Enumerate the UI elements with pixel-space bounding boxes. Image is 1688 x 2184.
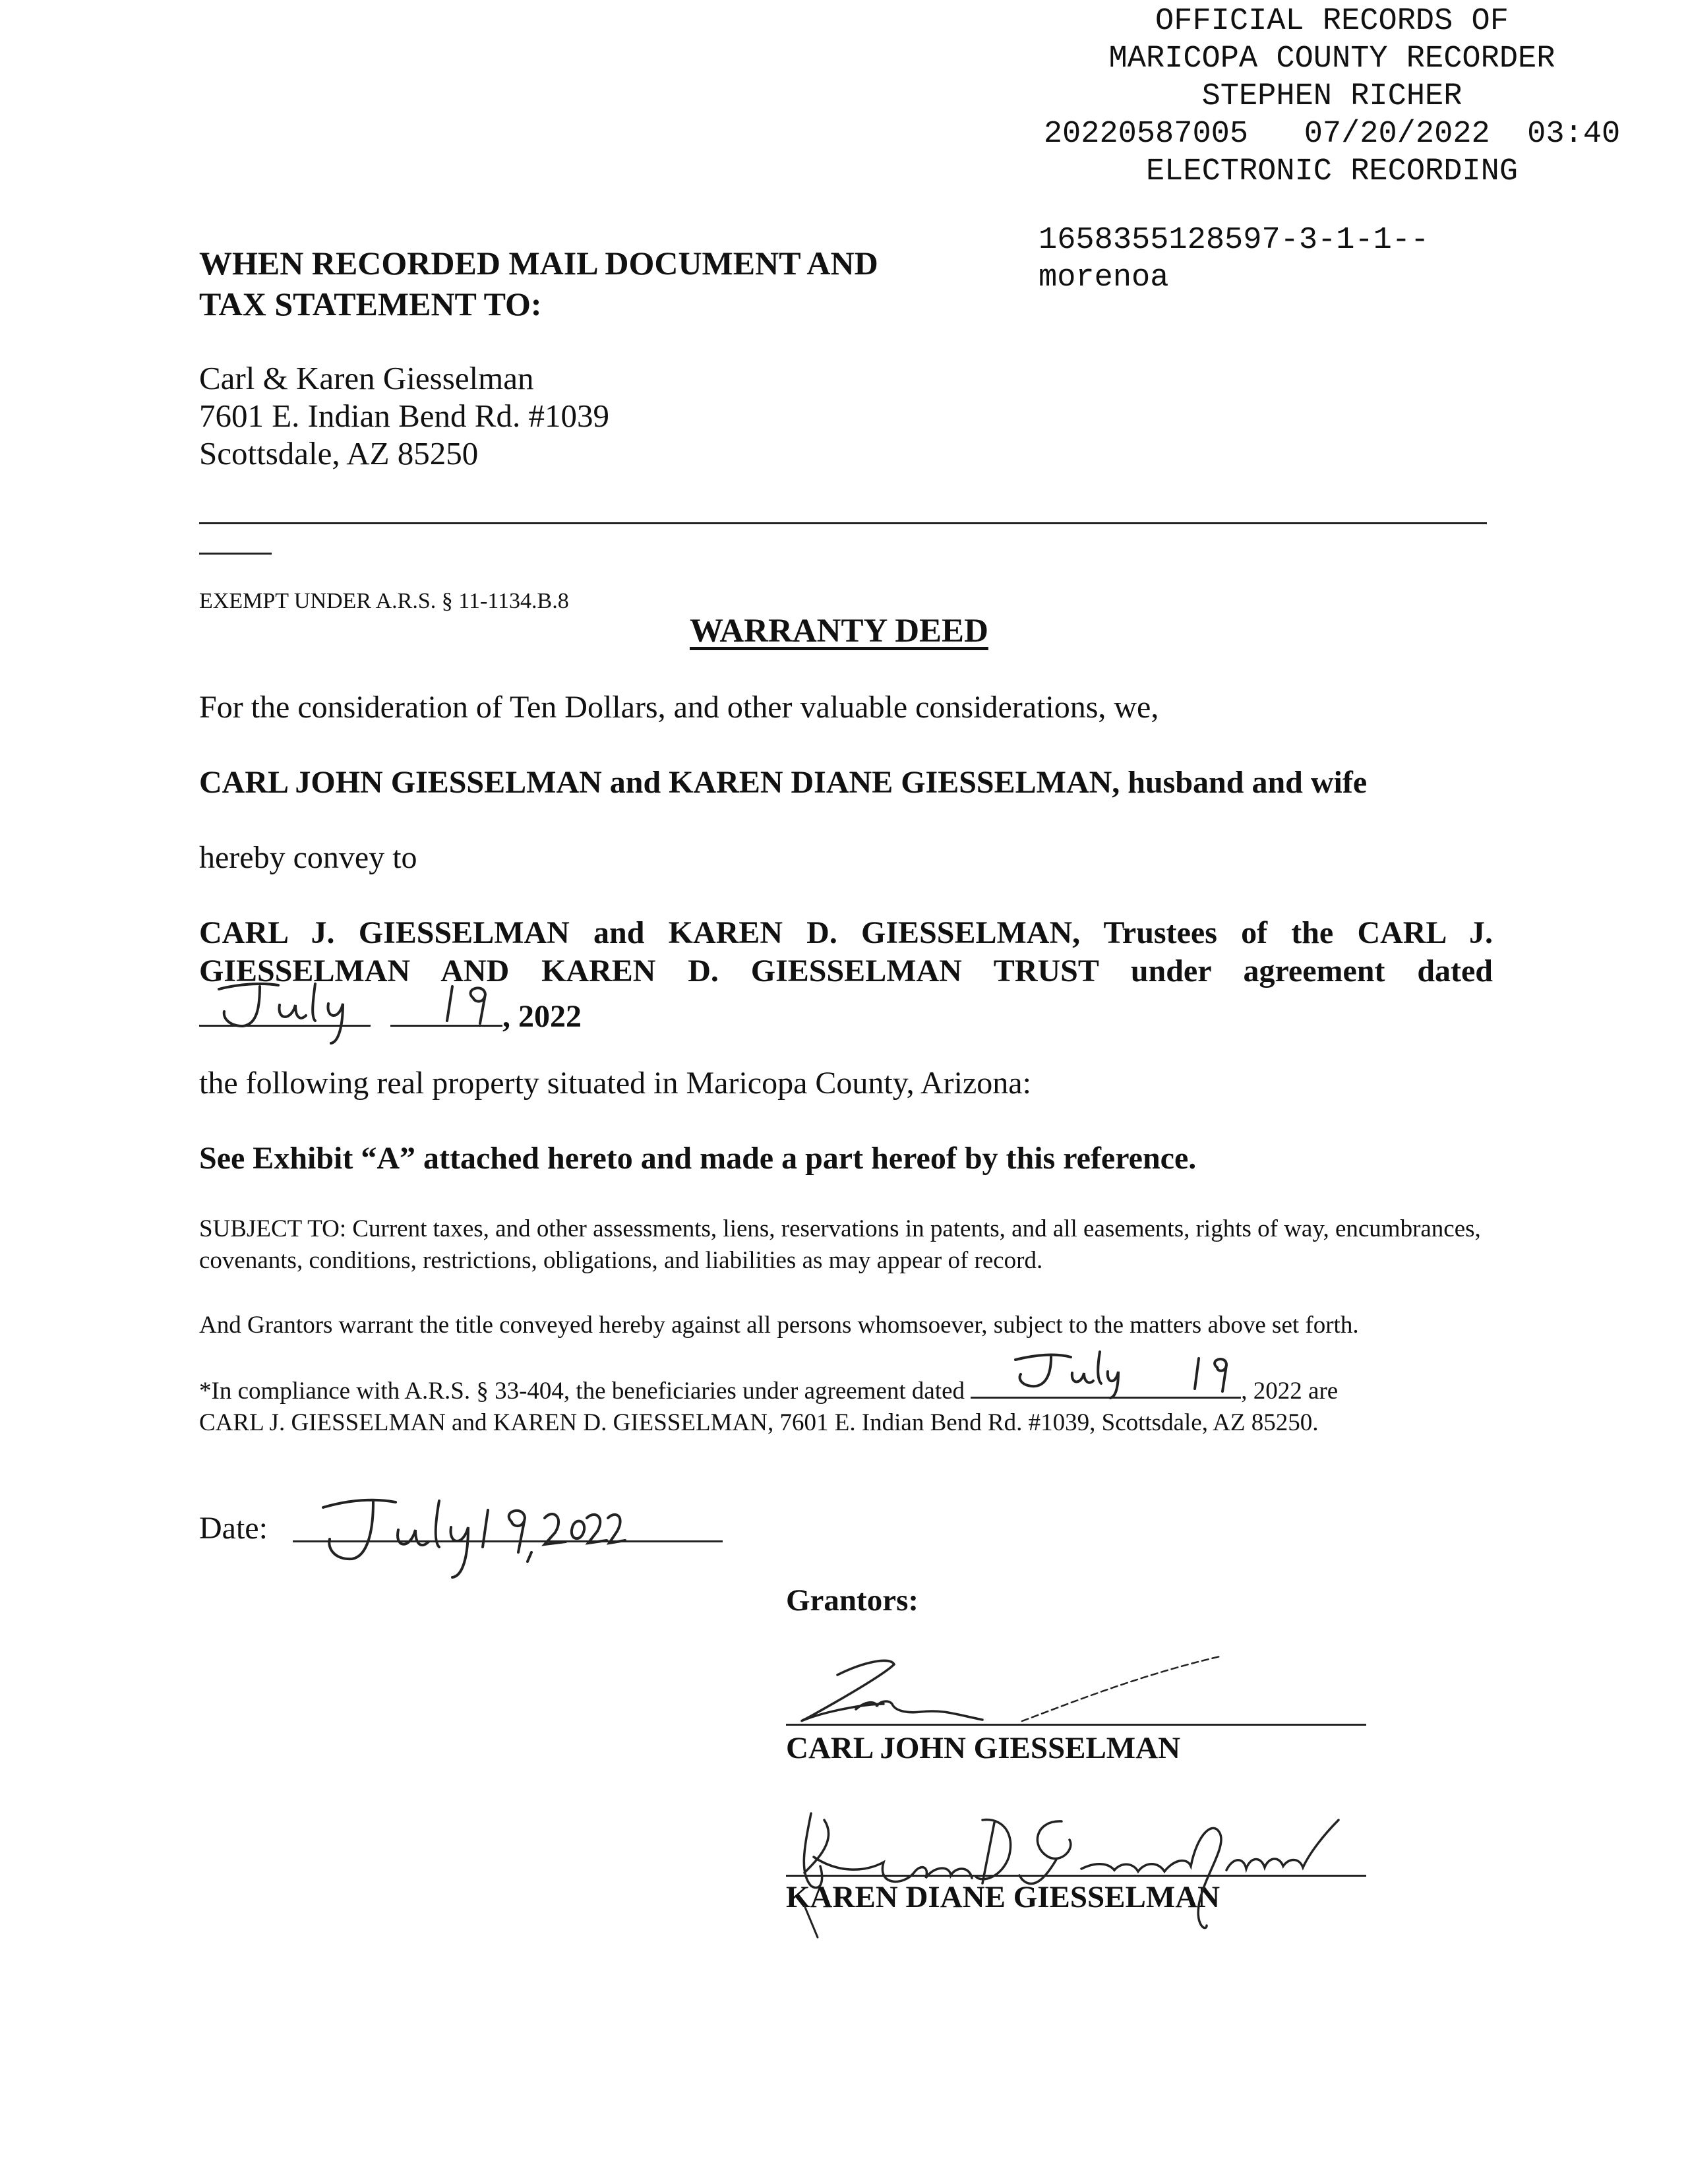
grantors-line: CARL JOHN GIESSELMAN and KAREN DIANE GIESSELMAN, husband and wife [199, 765, 1368, 800]
subject-to-text: SUBJECT TO: Current taxes, and other assessments, liens, reservations in patents, and all easements, rights of way, encumbrances, covenants, conditions, restrictions, obligations, and liabilities as may appear of record. [199, 1215, 1481, 1274]
mail-to-name: Carl & Karen Giesselman [199, 360, 534, 396]
mail-to-street: 7601 E. Indian Bend Rd. #1039 [199, 398, 609, 434]
recorder-stamp [1002, 3, 1662, 191]
signature-line-1 [786, 1724, 1366, 1726]
short-divider [199, 553, 272, 555]
agreement-month-blank [199, 990, 371, 1027]
mail-to-city: Scottsdale, AZ 85250 [199, 435, 479, 471]
mail-to-heading: WHEN RECORDED MAIL DOCUMENT AND TAX STATEMENT TO: [199, 245, 878, 322]
grantors-label: Grantors: [786, 1583, 919, 1618]
agreement-date-line [199, 990, 1493, 1034]
signature-karen [785, 1794, 1352, 1945]
stamp-line-5: ELECTRONIC RECORDING [1145, 154, 1519, 189]
stamp-line-4: 20220587005 07/20/2022 03:40 [1043, 117, 1621, 152]
compliance-text [199, 1370, 1493, 1439]
agreement-date-gap [390, 990, 437, 1027]
consideration-text: For the consideration of Ten Dollars, and other valuable considerations, we, [199, 690, 1159, 725]
agreement-day-blank [437, 990, 502, 1027]
document-title: WARRANTY DEED [690, 613, 988, 650]
compliance-line-1: *In compliance with A.R.S. § 33-404, the beneficiaries under agreement dated , 2022 are [199, 1370, 1493, 1407]
date-handwriting [310, 1484, 626, 1583]
compliance-day-blank [1188, 1370, 1241, 1399]
compliance-month-blank [971, 1370, 1188, 1399]
compliance-day-handwriting [1188, 1350, 1241, 1397]
date-label: Date: [199, 1511, 268, 1546]
mail-to-address [199, 359, 609, 472]
signer-1-name: CARL JOHN GIESSELMAN [786, 1731, 1181, 1765]
stamp-line-2: MARICOPA COUNTY RECORDER [1108, 42, 1555, 76]
exhibit-text: See Exhibit “A” attached hereto and made a part hereof by this reference. [199, 1141, 1197, 1176]
grantees-line-2: GIESSELMAN AND KAREN D. GIESSELMAN TRUST under agreement dated [199, 954, 1493, 988]
grantees-line-1: CARL J. GIESSELMAN and KAREN D. GIESSELMAN, Trustees of the CARL J. [199, 915, 1493, 950]
compliance-line-2: CARL J. GIESSELMAN and KAREN D. GIESSELMAN, 7601 E. Indian Bend Rd. #1039, Scottsdale, AZ 85250. [199, 1409, 1319, 1436]
agreement-year: , 2022 [502, 999, 582, 1034]
agreement-month-handwriting [199, 964, 371, 1050]
stamp-clerk: morenoa [1039, 260, 1169, 295]
header-divider [199, 522, 1487, 524]
stamp-doc-id: 1658355128597-3-1-1-- [1039, 223, 1430, 258]
convey-text: hereby convey to [199, 840, 417, 875]
stamp-line-1: OFFICIAL RECORDS OF [1155, 4, 1509, 39]
stamp-line-3: STEPHEN RICHER [1201, 79, 1462, 114]
property-text: the following real property situated in Maricopa County, Arizona: [199, 1066, 1031, 1101]
compliance-month-handwriting [1010, 1348, 1122, 1401]
agreement-day-handwriting [437, 964, 502, 1030]
signer-2-name: KAREN DIANE GIESSELMAN [786, 1880, 1221, 1914]
stamp-doc-id-block [1039, 222, 1429, 297]
exempt-note: EXEMPT UNDER A.R.S. § 11-1134.B.8 [199, 589, 569, 613]
grantees-block [199, 914, 1493, 1034]
warrant-text: And Grantors warrant the title conveyed hereby against all persons whomsoever, subject to the matters above set forth. [199, 1312, 1359, 1339]
